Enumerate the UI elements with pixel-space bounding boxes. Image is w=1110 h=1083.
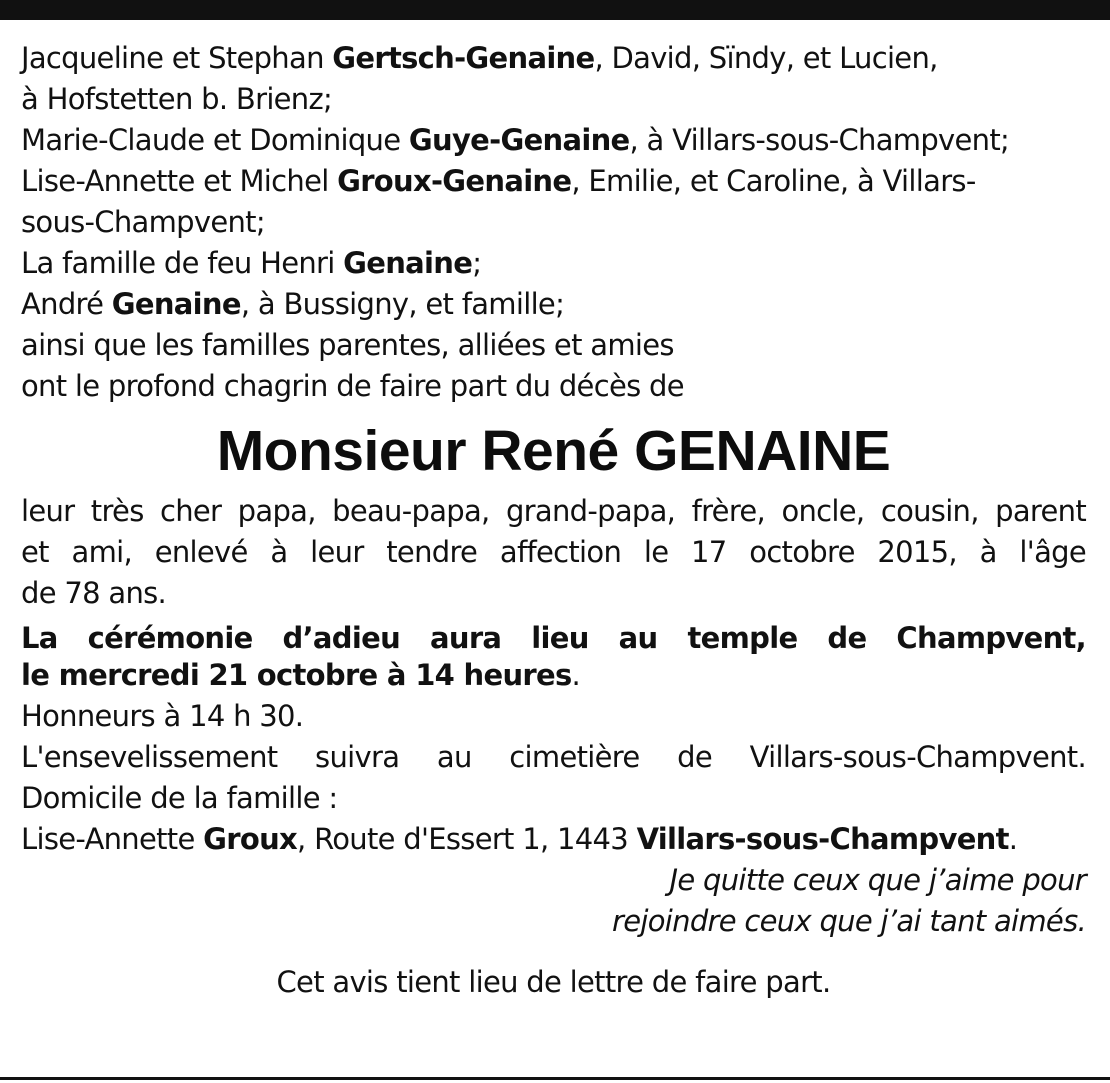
address-surname: Groux [203,822,298,856]
domicile-line: Domicile de la famille : [21,781,338,815]
family-line-5: sous-Champvent; [21,205,265,239]
ceremony-date: le mercredi 21 octobre à 14 heures [21,658,572,692]
address-text: . [1008,822,1018,856]
family-text: , à Bussigny, et famille; [240,287,565,321]
family-line-3 [21,120,1086,161]
family-line-9: ont le profond chagrin de faire part du décès de [21,369,684,403]
family-text: Lise-Annette et Michel [21,164,338,198]
address-text: , Route d'Essert 1, 1443 [297,822,637,856]
family-text: , Emilie, et Caroline, à Villars- [571,164,976,198]
family-text: La famille de feu Henri [21,246,344,280]
address-town: Villars-sous-Champvent [636,822,1009,856]
ceremony-line-1: La cérémonie d’adieu aura lieu au temple de Champvent, [21,621,1086,655]
family-surname: Groux-Genaine [337,164,572,198]
deceased-name: Monsieur René GENAINE [216,419,891,483]
ceremony-period: . [571,658,581,692]
family-text: ; [472,246,482,280]
quote-line-1: Je quitte ceux que j’aime pour [669,863,1086,897]
family-line-2: à Hofstetten b. Brienz; [21,82,333,116]
address-line [21,819,1086,860]
family-text: André [21,287,112,321]
top-border-rule [0,0,1110,20]
ceremony-line-2 [21,655,1086,696]
closing-note: Cet avis tient lieu de lettre de faire part. [276,965,831,999]
honneurs-line: Honneurs à 14 h 30. [21,699,304,733]
family-text: , à Villars-sous-Champvent; [629,123,1010,157]
family-surname: Genaine [343,246,473,280]
family-text: , David, Sïndy, et Lucien, [594,41,938,75]
family-line-4 [21,161,1086,202]
family-line-7 [21,284,1086,325]
body-line-3: de 78 ans. [21,576,167,610]
bottom-border-rule [0,1077,1110,1080]
family-line-6 [21,243,1086,284]
family-line-8: ainsi que les familles parentes, alliées et amies [21,328,674,362]
body-line-1: leur très cher papa, beau-papa, grand-papa, frère, oncle, cousin, parent [21,494,1086,528]
family-surname: Guye-Genaine [408,123,630,157]
family-text: Jacqueline et Stephan [21,41,333,75]
quote-line-2: rejoindre ceux que j’ai tant aimés. [612,904,1086,938]
burial-line: L'ensevelissement suivra au cimetière de Villars-sous-Champvent. [21,740,1086,774]
obituary-notice [21,38,1086,1003]
family-surname: Gertsch-Genaine [332,41,595,75]
family-surname: Genaine [111,287,241,321]
family-line-1 [21,38,1086,79]
family-text: Marie-Claude et Dominique [21,123,409,157]
body-line-2: et ami, enlevé à leur tendre affection le 17 octobre 2015, à l'âge [21,535,1086,569]
address-text: Lise-Annette [21,822,204,856]
